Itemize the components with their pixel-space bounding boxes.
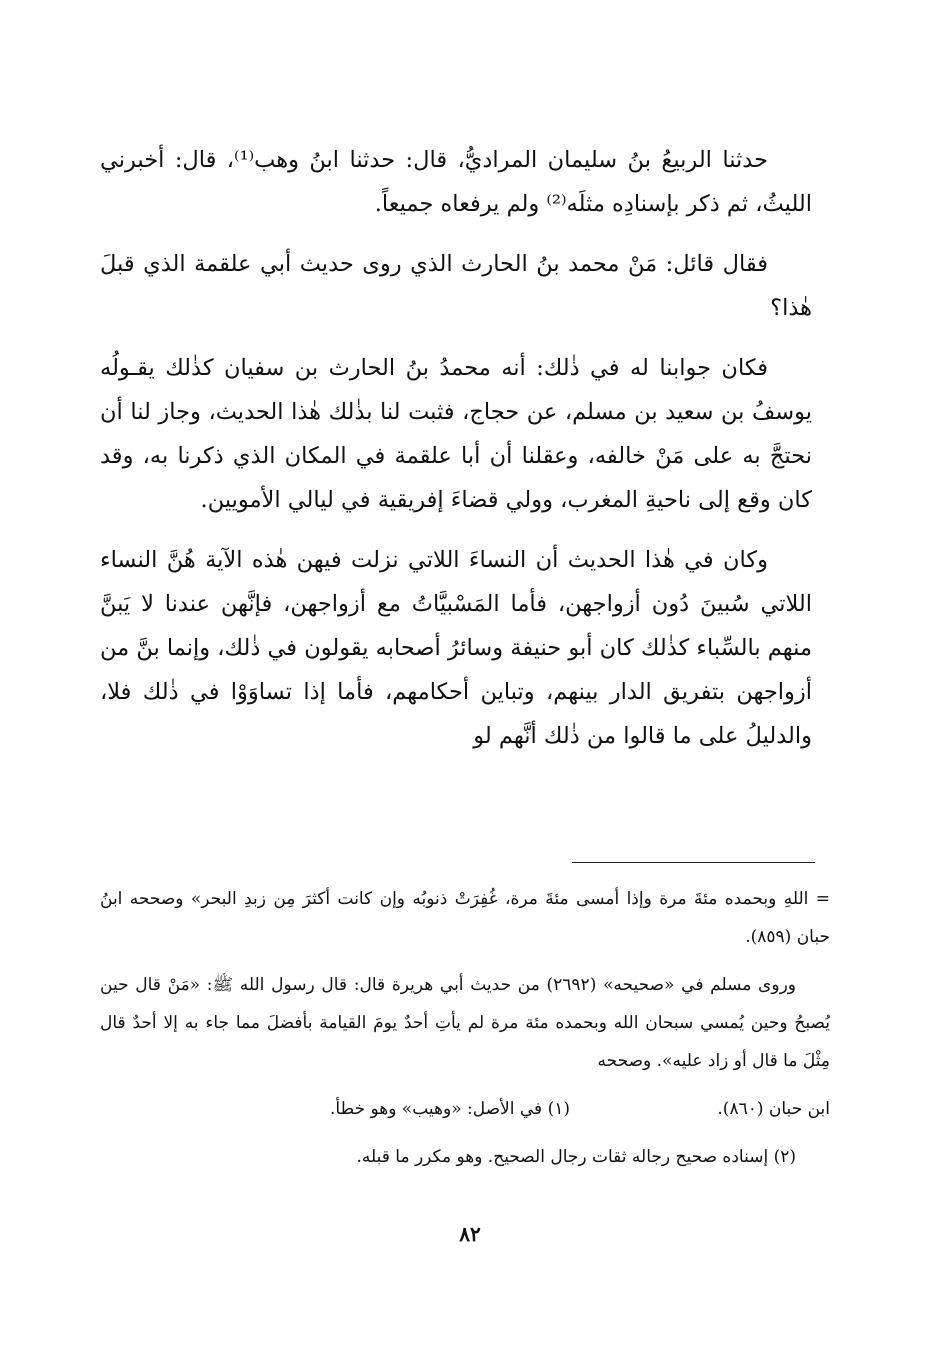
paragraph-1: حدثنا الربيعُ بنُ سليمان المراديُّ، قال: حدثنا ابنُ وهب⁽¹⁾، قال: أخبرني الليثُ، ثم ذكر بإسنادِه مثلَه⁽²⁾ ولم يرفعاه جميعاً. [100, 147, 812, 217]
footnote-1: (١) في الأصل: «وهيب» وهو خطأ. [330, 1099, 570, 1119]
footnote-ibn-hibban: ابن حبان (٨٦٠). [717, 1099, 830, 1119]
footnote-separator [572, 862, 815, 863]
footnote-row [100, 1090, 830, 1138]
footnote-muslim: وروى مسلم في «صحيحه» (٢٦٩٢) من حديث أبي هريرة قال: قال رسول الله ﷺ: «مَنْ قال حين يُصبحُ وحين يُمسي سبحان الله وبحمده مئة مرة لم يأتِ أحدٌ يومَ القيامة بأفضلَ مما جاء به إلا أحدٌ قال مِثْلَ ما قال أو زاد عليه». وصححه [100, 975, 830, 1071]
paragraph-3: فكان جوابنا له في ذٰلك: أنه محمدُ بنُ الحارث بن سفيان كذٰلك يقـولُه يوسفُ بن سعيد بن مسلم، عن حجاج، فثبت لنا بذٰلك هٰذا الحديث، وجاز لنا أن نحتجَّ به على مَنْ خالفه، وعقلنا أن أبا علقمة في المكان الذي ذكرنا به، وقد كان وقع إلى ناحيةِ المغرب، وولي قضاءَ إفريقية في ليالي الأمويين. [100, 355, 812, 513]
page-number: ٨٢ [459, 1222, 481, 1246]
footnote-continued: = اللهِ وبحمده مئةَ مرة وإذا أمسى مئةَ مرة، غُفِرَتْ ذنوبُه وإن كانت أكثرَ مِن زبدِ البحر» وصححه ابنُ حبان (٨٥٩). [100, 889, 830, 947]
main-text [100, 138, 812, 774]
paragraph-2: فقال قائل: مَنْ محمد بنُ الحارث الذي روى حديث أبي علقمة الذي قبلَ هٰذا؟ [100, 251, 812, 321]
footnotes [100, 880, 830, 1186]
footnote-2: (٢) إسناده صحيح رجاله ثقات رجال الصحيح. وهو مكرر ما قبله. [356, 1147, 796, 1167]
paragraph-4: وكان في هٰذا الحديث أن النساءَ اللاتي نزلت فيهن هٰذه الآية هُنَّ النساء اللاتي سُبينَ دُون أزواجهن، فأما المَسْبيَّاتُ مع أزواجهن، فإنَّهن عندنا لا يَبنَّ منهم بالسِّباء كذٰلك كان أبو حنيفة وسائرُ أصحابه يقولون في ذٰلك، وإنما بنَّ من أزواجهن بتفريق الدار بينهم، وتباين أحكامهم، فأما إذا تساوَوْا في ذٰلك فلا، والدليلُ على ما قالوا من ذٰلك أنَّهم لو [100, 547, 812, 749]
